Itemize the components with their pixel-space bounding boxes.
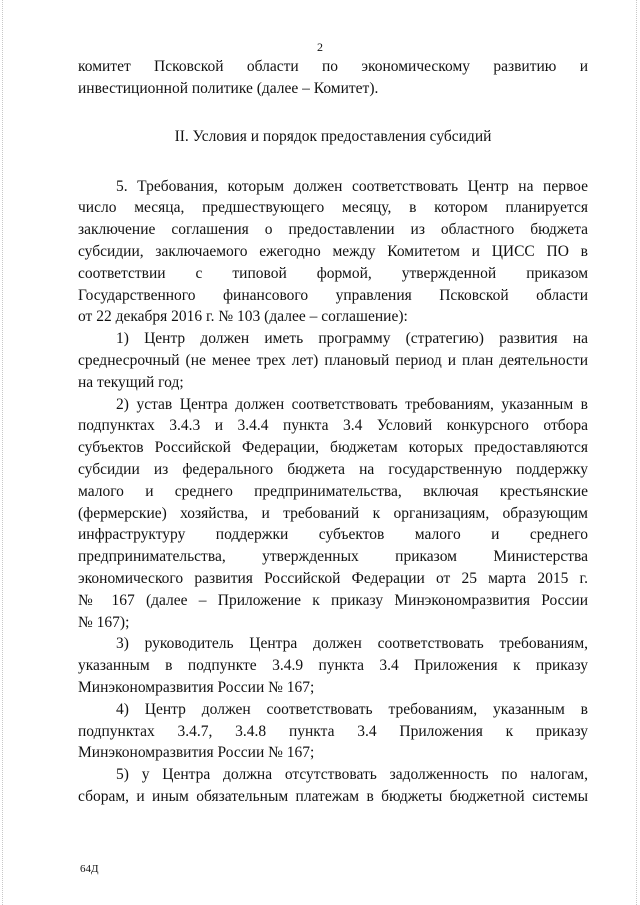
text-line: соответствии с типовой формой, утвержденной приказом: [78, 264, 588, 282]
text-line: число месяца, предшествующего месяцу, в котором планируется: [78, 199, 588, 217]
text-line: Минэкономразвития России № 167;: [78, 678, 315, 696]
subitem-2-paragraph: [78, 394, 588, 634]
section-heading: II. Условия и порядок предоставления субсидий: [174, 127, 492, 145]
document-body: [78, 56, 588, 808]
document-code: 64Д: [80, 863, 99, 875]
text-line: 5) у Центра должна отсутствовать задолженность по налогам,: [116, 766, 588, 784]
text-line: заключение соглашения о предоставлении из областного бюджета: [78, 221, 588, 239]
item-5-paragraph: [78, 176, 588, 329]
text-line: субсидии, заключаемого ежегодно между Комитетом и ЦИСС ПО в: [78, 242, 588, 260]
text-line: инфраструктуру поддержки субъектов малого и среднего: [78, 526, 588, 544]
text-line: предпринимательства, утвержденных приказом Министерства: [78, 548, 588, 566]
text-line: 5. Требования, которым должен соответствовать Центр на первое: [116, 177, 588, 195]
text-line: комитет Псковской области по экономическому развитию и: [78, 58, 588, 75]
text-line: Государственного финансового управления Псковской области: [78, 286, 588, 304]
text-line: 1) Центр должен иметь программу (стратегию) развития на: [116, 330, 588, 348]
subitem-3-paragraph: [78, 633, 588, 698]
text-line: среднесрочный (не менее трех лет) плановый период и план деятельности: [78, 351, 588, 369]
page-edge-left: [2, 0, 4, 905]
text-line: экономического развития Российской Федерации от 25 марта 2015 г.: [78, 569, 588, 587]
text-line: субсидии из федерального бюджета на государственную поддержку: [78, 460, 588, 478]
text-line: 3) руководитель Центра должен соответствовать требованиям,: [116, 635, 588, 653]
page-number: 2: [317, 40, 323, 54]
text-line: № 167 (далее – Приложение к приказу Минэкономразвития России: [78, 591, 588, 609]
page-edge-right: [636, 0, 638, 905]
intro-paragraph: [78, 56, 588, 100]
text-line: 2) устав Центра должен соответствовать требованиям, указанным в: [116, 395, 588, 413]
text-line: на текущий год;: [78, 373, 184, 391]
text-line: подпунктах 3.4.7, 3.4.8 пункта 3.4 Приложения к приказу: [78, 722, 588, 740]
text-line: подпунктах 3.4.3 и 3.4.4 пункта 3.4 Условий конкурсного отбора: [78, 417, 588, 435]
text-line: 4) Центр должен соответствовать требованиям, указанным в: [116, 700, 588, 718]
text-line: указанным в подпункте 3.4.9 пункта 3.4 Приложения к приказу: [78, 657, 588, 675]
subitem-1-paragraph: [78, 328, 588, 393]
text-line: Минэкономразвития России № 167;: [78, 744, 315, 762]
text-line: (фермерские) хозяйства, и требований к организациям, образующим: [78, 504, 588, 522]
text-line: № 167);: [78, 613, 130, 631]
text-line: субъектов Российской Федерации, бюджетам которых предоставляются: [78, 439, 588, 457]
text-line: малого и среднего предпринимательства, включая крестьянские: [78, 482, 588, 500]
subitem-4-paragraph: [78, 699, 588, 764]
text-line: инвестиционной политике (далее – Комитет).: [78, 79, 379, 97]
subitem-5-paragraph: [78, 764, 588, 808]
text-line: от 22 декабря 2016 г. № 103 (далее – соглашение):: [78, 308, 408, 326]
text-line: сборам, и иным обязательным платежам в бюджеты бюджетной системы: [78, 787, 588, 805]
